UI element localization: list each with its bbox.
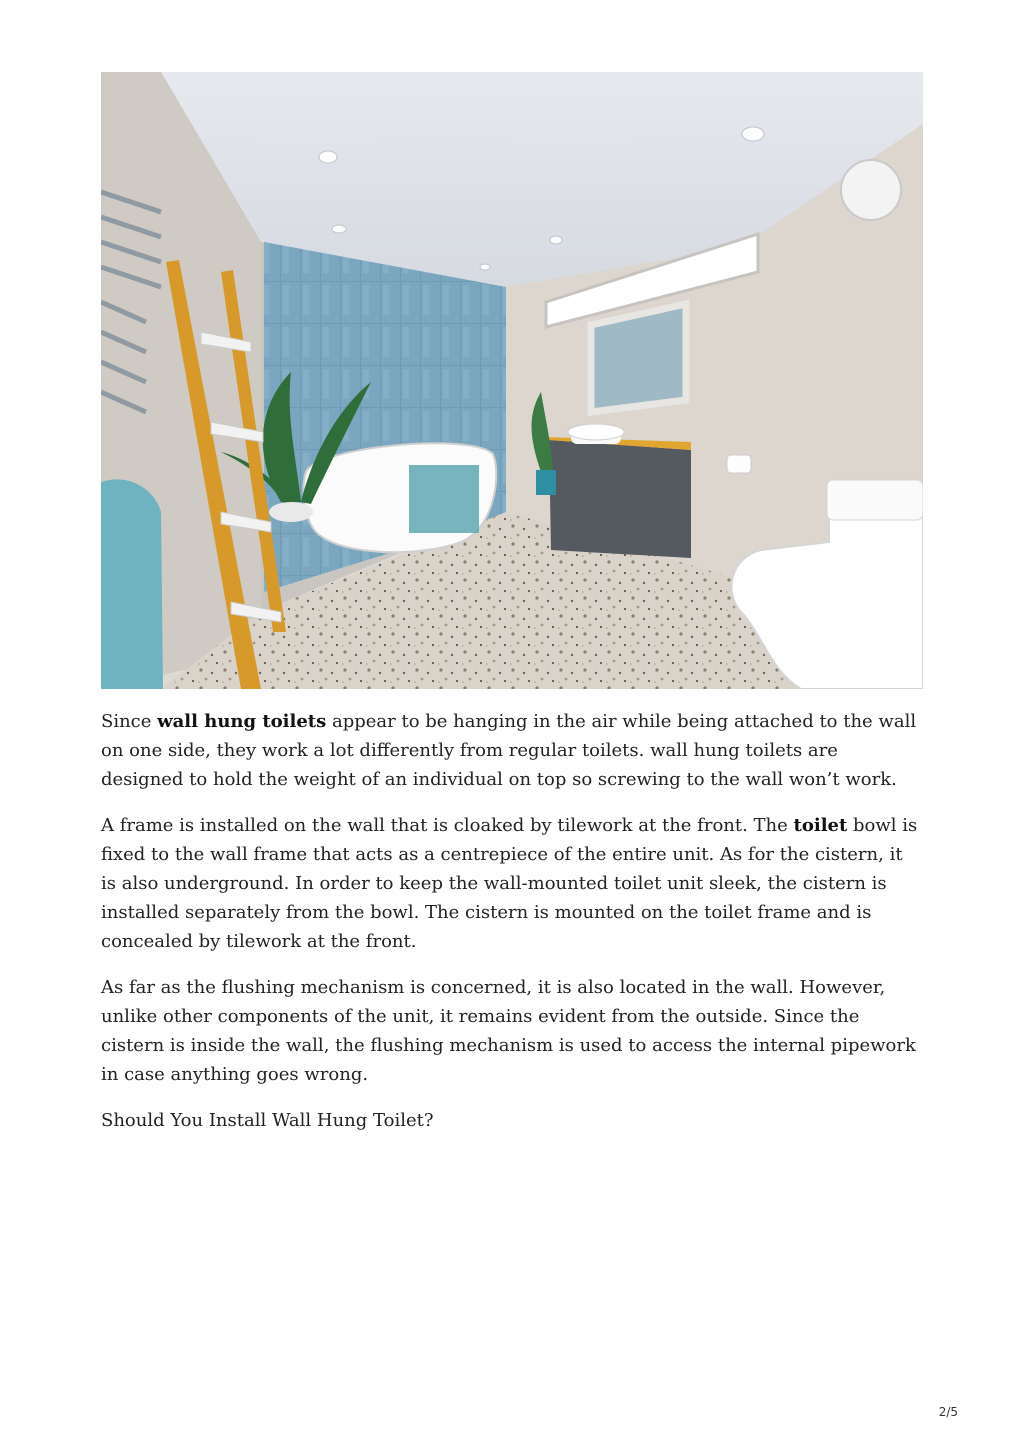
paragraph-flushing: As far as the flushing mechanism is concerned, it is also located in the wall. However, unlike other components of the unit, it remains evident from the outside. Since the cistern is inside the wall, the flushing mechanism is used to access the internal pipework in case anything goes wrong.	[101, 977, 916, 1085]
article-body	[101, 707, 923, 1152]
paragraph-frame: A frame is installed on the wall that is cloaked by tilework at the front. The toilet bowl is fixed to the wall frame that acts as a centrepiece of the entire unit. As for the cistern, it is also underground. In order to keep the wall-mounted toilet unit sleek, the cistern is installed separately from the bowl. The cistern is mounted on the toilet frame and is concealed by tilework at the front.	[101, 815, 918, 952]
bathroom-photo	[101, 72, 923, 689]
keyword-toilet: toilet	[793, 815, 848, 836]
paragraph-wall-hung-toilets: Since wall hung toilets appear to be hanging in the air while being attached to the wall on one side, they work a lot differently from regular toilets. wall hung toilets are designed to hold the weight of an individual on top so screwing to the wall won’t work.	[101, 711, 917, 790]
section-question: Should You Install Wall Hung Toilet?	[101, 1110, 434, 1131]
page-number: 2/5	[938, 1405, 958, 1419]
keyword-wall-hung-toilets: wall hung toilets	[157, 711, 327, 732]
